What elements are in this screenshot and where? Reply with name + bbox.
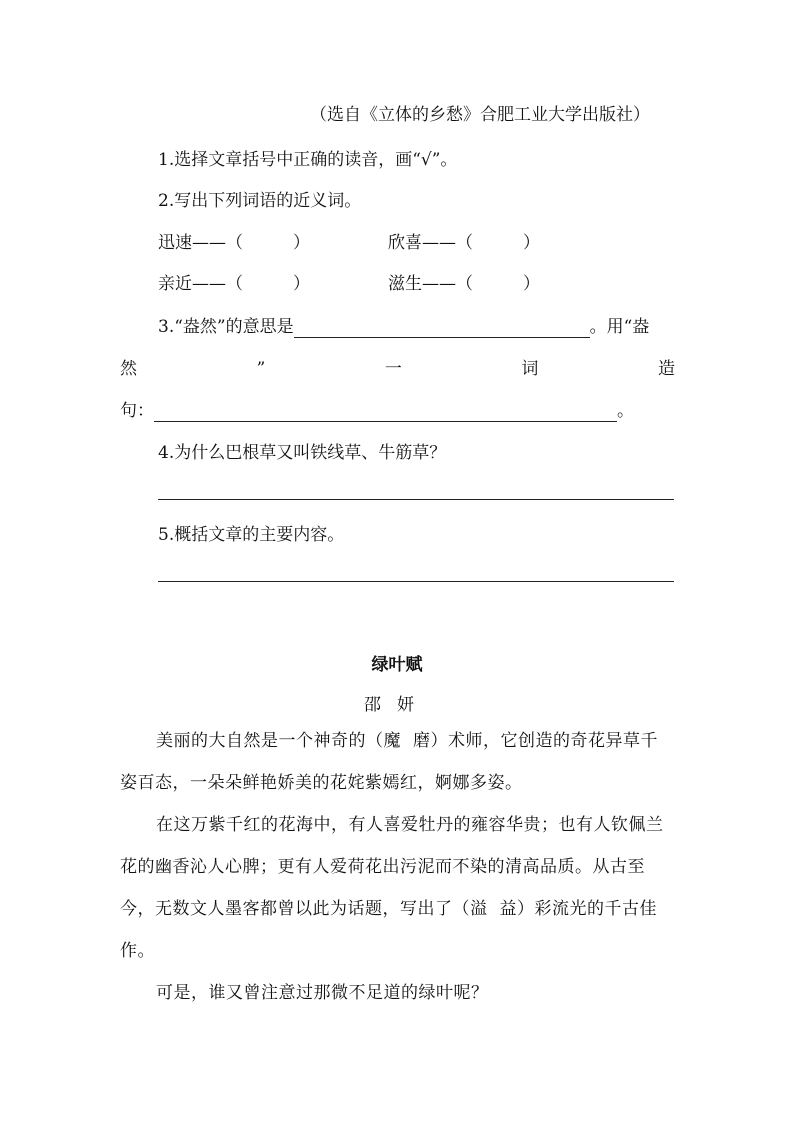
synonym-word: 欣喜——（ [388, 233, 473, 253]
synonym-close: ） [523, 274, 540, 294]
paragraph-text: 在这万紫千红的花海中，有人喜爱牡丹的雍容华贵；也有人钦佩兰花的幽香沁人心脾；更有人爱荷花出污泥而不染的清高品质。从古至今，无数文人墨客都曾以此为话题，写出了（溢 [120, 815, 664, 919]
question-1: 1.选择文章括号中正确的读音，画“√”。 [158, 150, 458, 170]
question-3-prompt: 3.“盎然”的意思是 [158, 317, 294, 337]
synonym-close: ） [523, 233, 540, 253]
question-3-line-2 [120, 358, 675, 380]
spread-char: 然 [120, 359, 137, 379]
question-3-continue: 。用“盎 [589, 317, 650, 337]
article-paragraph-3 [120, 972, 675, 1014]
sentence-answer-blank[interactable] [154, 403, 617, 422]
question-3-end: 。 [617, 401, 634, 421]
meaning-answer-blank[interactable] [294, 319, 590, 338]
synonym-word: 滋生——（ [388, 274, 473, 294]
synonym-item [388, 232, 540, 254]
question-3-sentence-prompt: 句： [120, 401, 154, 421]
article-paragraph-1 [120, 720, 675, 804]
synonym-item [158, 232, 310, 254]
synonym-word: 迅速——（ [158, 233, 243, 253]
spread-char: 一 [384, 359, 402, 379]
question-4-answer-line[interactable] [158, 499, 674, 500]
question-3-line-1 [158, 316, 649, 338]
paragraph-text: 益）彩流光的千古佳作。 [120, 899, 657, 961]
synonym-item [158, 273, 310, 295]
question-5-answer-line[interactable] [158, 581, 674, 582]
question-4: 4.为什么巴根草又叫铁线草、牛筋草？ [158, 443, 447, 463]
spread-char: 造 [657, 359, 675, 379]
paragraph-text: 美丽的大自然是一个神奇的（魔 [156, 731, 401, 751]
synonym-close: ） [293, 233, 310, 253]
question-3-line-3 [120, 400, 634, 422]
paragraph-text: 磨）术师，它创造的奇花异草千姿百态，一朵朵鲜艳娇美的花姹紫嫣红，婀娜多姿。 [120, 731, 658, 793]
article-paragraph-2 [120, 804, 675, 972]
question-2: 2.写出下列词语的近义词。 [158, 191, 362, 211]
paragraph-text: 可是，谁又曾注意过那微不足道的绿叶呢？ [156, 983, 489, 1003]
article-author: 邵妍 [364, 695, 430, 715]
source-citation: （选自《立体的乡愁》合肥工业大学出版社） [310, 105, 650, 125]
synonym-item [388, 273, 540, 295]
synonym-word: 亲近——（ [158, 274, 243, 294]
article-title: 绿叶赋 [371, 655, 423, 675]
spread-char: 词 [521, 359, 539, 379]
synonym-close: ） [293, 274, 310, 294]
question-5: 5.概括文章的主要内容。 [158, 525, 345, 545]
spread-char: ” [256, 359, 266, 379]
